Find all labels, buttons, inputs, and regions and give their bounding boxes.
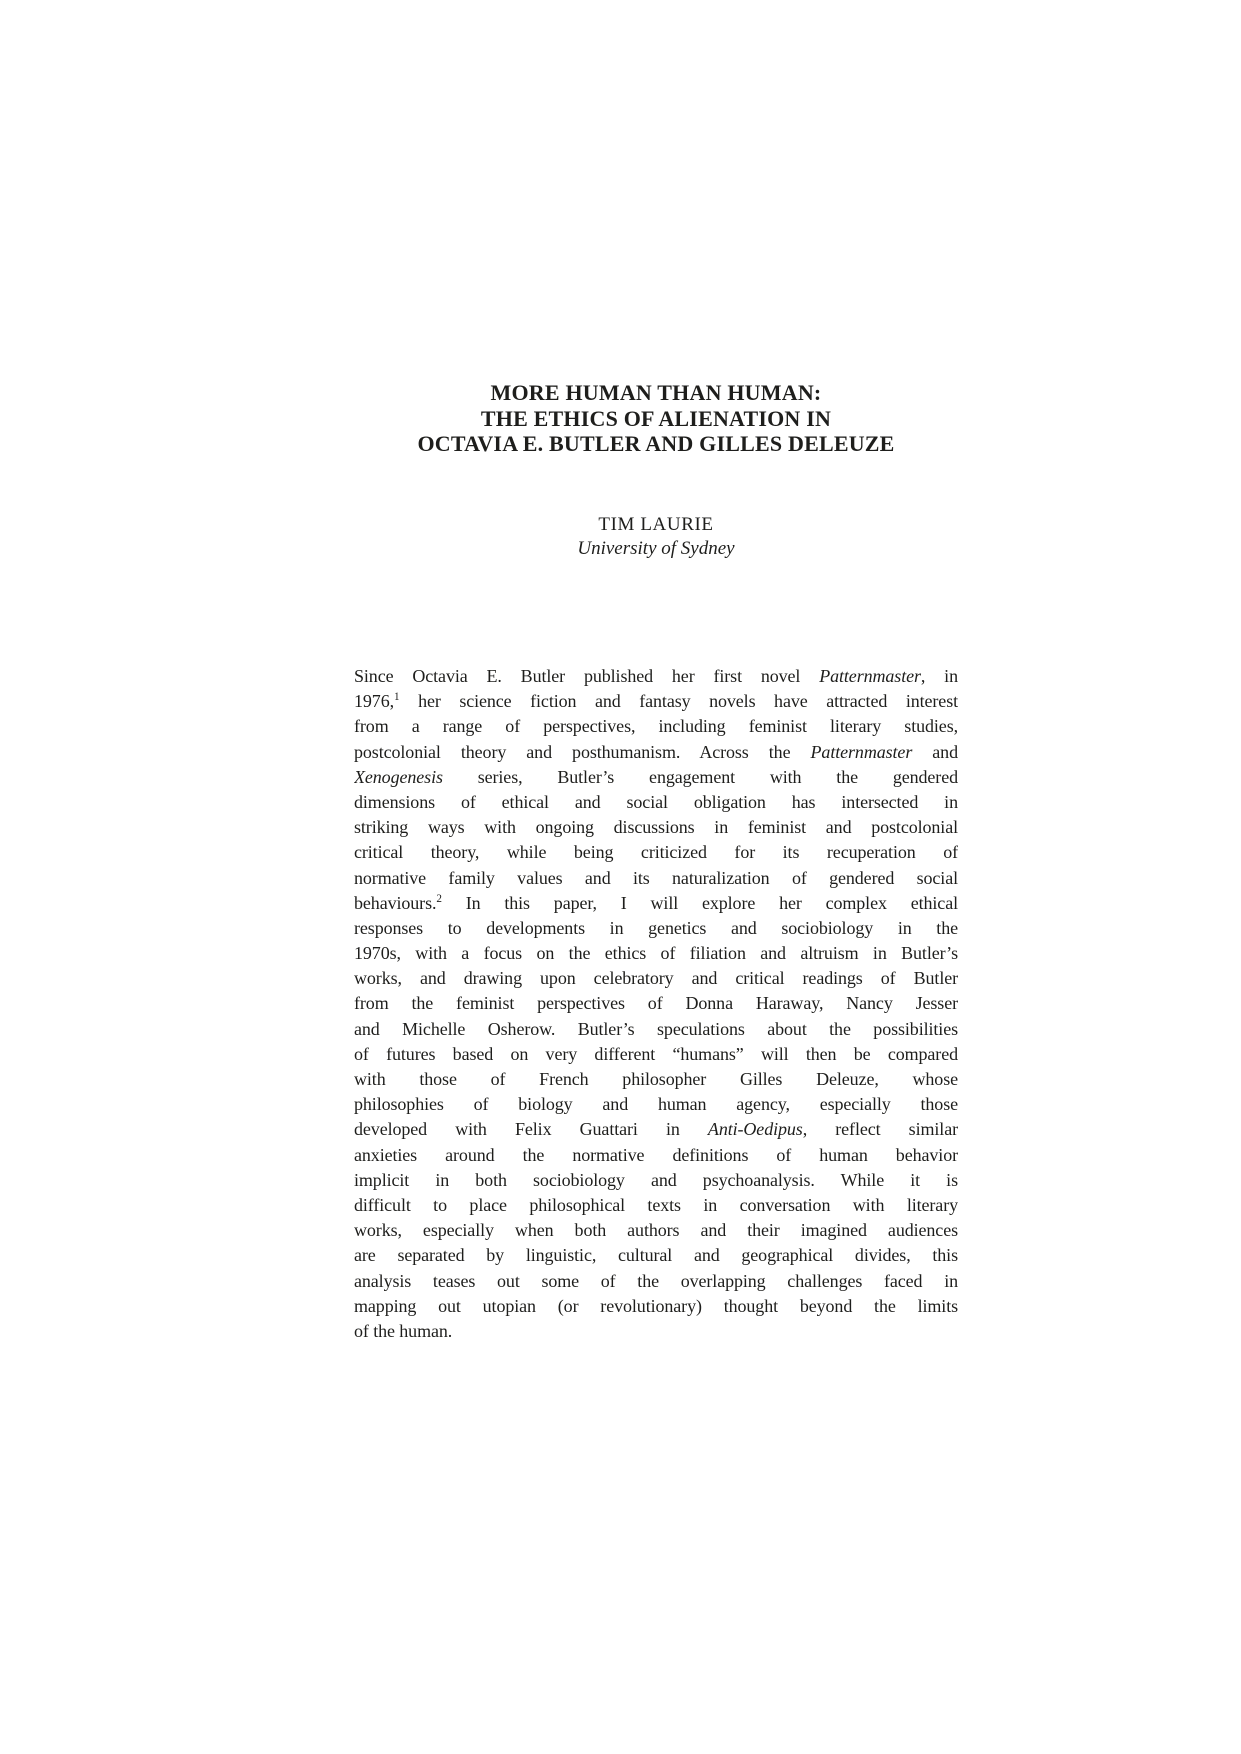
text-segment: of futures based on very different “humans” will then be compared [354,1043,958,1064]
text-segment: striking ways with ongoing discussions in feminist and postcolonial [354,817,958,838]
text-segment: implicit in both sociobiology and psychoanalysis. While it is [354,1169,958,1190]
italic-text-segment: Anti-Oedipus [707,1119,803,1140]
paragraph-line [354,1294,958,1319]
text-segment: works, and drawing upon celebratory and critical readings of Butler [354,968,958,989]
paragraph-line [354,689,958,714]
text-segment: responses to developments in genetics and sociobiology in the [354,917,958,938]
italic-text-segment: Xenogenesis [354,766,443,787]
title-line-3: OCTAVIA E. BUTLER AND GILLES DELEUZE [417,431,895,456]
paragraph-line [354,790,958,815]
text-segment: and [912,741,958,762]
footnote-marker: 1 [394,691,400,704]
paragraph-line [354,1042,958,1067]
paragraph-line [354,1017,958,1042]
paragraph-line [354,714,958,739]
paragraph-line [354,1117,958,1142]
paragraph-line [354,1143,958,1168]
italic-text-segment: Patternmaster [819,666,921,686]
text-segment: are separated by linguistic, cultural and geographical divides, this [354,1245,958,1266]
paragraph-line [354,765,958,790]
paragraph-line [354,1243,958,1268]
text-segment: normative family values and its naturalization of gendered social [354,867,958,888]
text-segment: Since Octavia E. Butler published her first novel [354,666,820,686]
paragraph-line [354,1092,958,1117]
text-segment: behaviours. [354,892,437,913]
text-segment: 1970s, with a focus on the ethics of filiation and altruism in Butler’s [354,943,958,964]
paper-title [354,380,958,457]
text-segment: mapping out utopian (or revolutionary) thought beyond the limits [354,1295,958,1316]
text-segment: 1976, [354,691,395,712]
text-segment: , in [920,666,958,686]
paragraph-line [354,1319,958,1344]
author-block [354,513,958,560]
text-segment: and Michelle Osherow. Butler’s speculations about the possibilities [354,1018,958,1039]
abstract-paragraph [354,664,958,1344]
text-segment: dimensions of ethical and social obligation has intersected in [354,791,958,812]
text-segment: from a range of perspectives, including feminist literary studies, [354,716,958,737]
text-segment: difficult to place philosophical texts in conversation with literary [354,1194,958,1215]
paragraph-line [354,1193,958,1218]
paragraph-line [354,941,958,966]
text-segment: anxieties around the normative definitions of human behavior [354,1144,958,1165]
paragraph-line [354,1269,958,1294]
paragraph-line [354,891,958,916]
title-line-1: MORE HUMAN THAN HUMAN: [490,380,822,405]
text-segment: critical theory, while being criticized for its recuperation of [354,842,958,863]
paragraph-line [354,664,958,689]
author-name: TIM LAURIE [598,514,714,535]
text-segment: postcolonial theory and posthumanism. Across the [354,741,811,762]
author-affiliation: University of Sydney [577,538,735,559]
paragraph-line [354,966,958,991]
text-segment: series, Butler’s engagement with the gendered [442,766,958,787]
text-segment: with those of French philosopher Gilles Deleuze, whose [354,1069,958,1089]
paragraph-line [354,740,958,765]
paragraph-line [354,916,958,941]
paragraph-line [354,840,958,865]
text-segment: , reflect similar [802,1119,958,1140]
paragraph-line [354,815,958,840]
text-segment: her science fiction and fantasy novels have attracted interest [399,691,958,712]
footnote-marker: 2 [436,892,442,905]
paragraph-line [354,991,958,1016]
text-segment: of the human. [354,1320,453,1341]
text-segment: developed with Felix Guattari in [354,1119,708,1140]
paragraph-line [354,866,958,891]
title-line-2: THE ETHICS OF ALIENATION IN [480,405,832,431]
text-segment: analysis teases out some of the overlapping challenges faced in [354,1270,958,1291]
text-segment: works, especially when both authors and their imagined audiences [354,1220,958,1241]
text-segment: from the feminist perspectives of Donna Haraway, Nancy Jesser [354,993,958,1014]
paragraph-line [354,1168,958,1193]
text-segment: philosophies of biology and human agency, especially those [354,1094,958,1115]
italic-text-segment: Patternmaster [810,741,913,762]
paragraph-line [354,1067,958,1092]
text-segment: In this paper, I will explore her complex ethical [441,892,958,913]
paragraph-line [354,1218,958,1243]
